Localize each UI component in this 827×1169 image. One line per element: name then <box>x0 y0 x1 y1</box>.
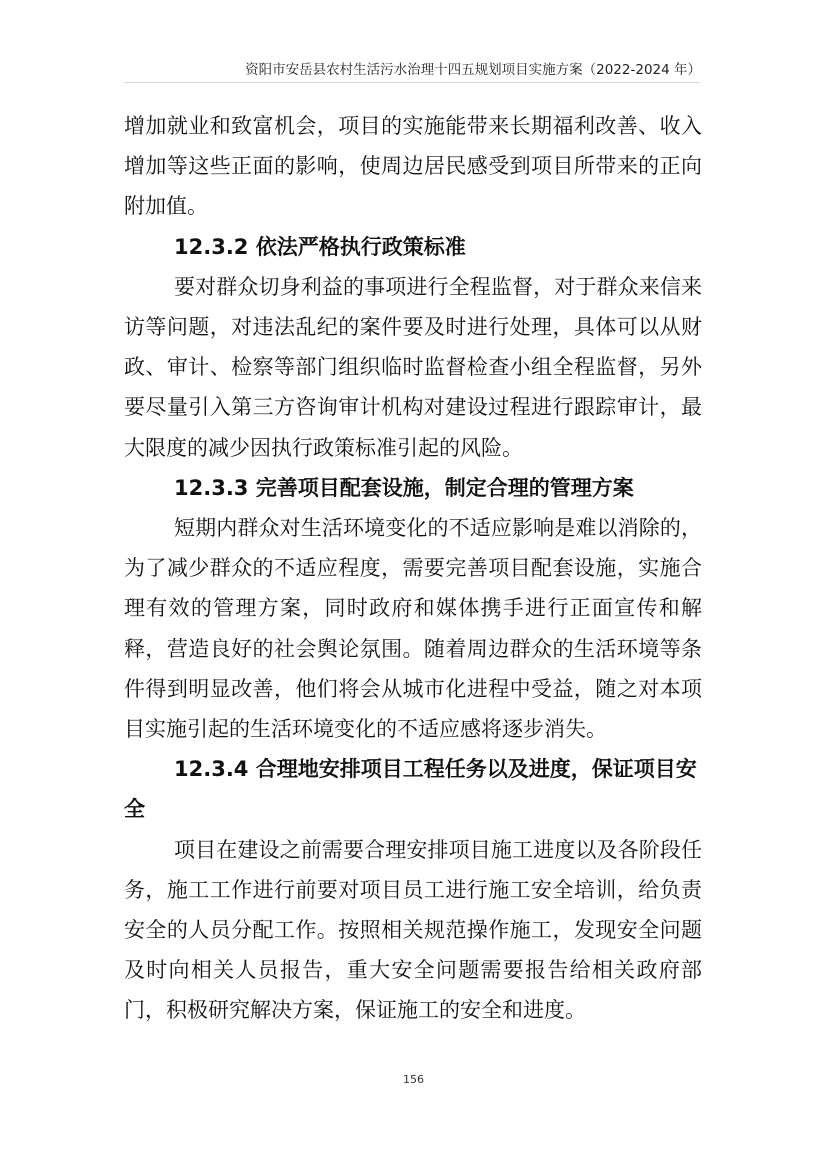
header-divider <box>124 82 700 83</box>
paragraph-project-safety: 项目在建设之前需要合理安排项目施工进度以及各阶段任务，施工工作进行前要对项目员工进行施工安全培训，给负责安全的人员分配工作。按照相关规范操作施工，发现安全问题及时向相关人员报告，重大安全问题需要报告给相关政府部门，积极研究解决方案，保证施工的安全和进度。 <box>124 837 702 1023</box>
running-header: 资阳市安岳县农村生活污水治理十四五规划项目实施方案（2022-2024 年） <box>245 62 701 78</box>
paragraph-continuation: 增加就业和致富机会，项目的实施能带来长期福利改善、收入增加等这些正面的影响，使周边居民感受到项目所带来的正向附加值。 <box>124 114 702 219</box>
section-heading-12-3-3: 12.3.3 完善项目配套设施，制定合理的管理方案 <box>174 475 634 500</box>
paragraph-policy-standards: 要对群众切身利益的事项进行全程监督，对于群众来信来访等问题，对违法乱纪的案件要及时进行处理，具体可以从财政、审计、检察等部门组织临时监督检查小组全程监督，另外要尽量引入第三方咨询审计机构对建设过程进行跟踪审计，最大限度的减少因执行政策标准引起的风险。 <box>124 274 702 460</box>
document-body <box>124 106 702 1031</box>
section-heading-12-3-4: 12.3.4 合理地安排项目工程任务以及进度，保证项目安全 <box>124 757 697 822</box>
page-number: 156 <box>403 1073 424 1086</box>
section-heading-12-3-2: 12.3.2 依法严格执行政策标准 <box>174 234 466 259</box>
paragraph-supporting-facilities: 短期内群众对生活环境变化的不适应影响是难以消除的，为了减少群众的不适应程度，需要完善项目配套设施，实施合理有效的管理方案，同时政府和媒体携手进行正面宣传和解释，营造良好的社会舆论氛围。随着周边群众的生活环境等条件得到明显改善，他们将会从城市化进程中受益，随之对本项目实施引起的生活环境变化的不适应感将逐步消失。 <box>124 516 702 742</box>
